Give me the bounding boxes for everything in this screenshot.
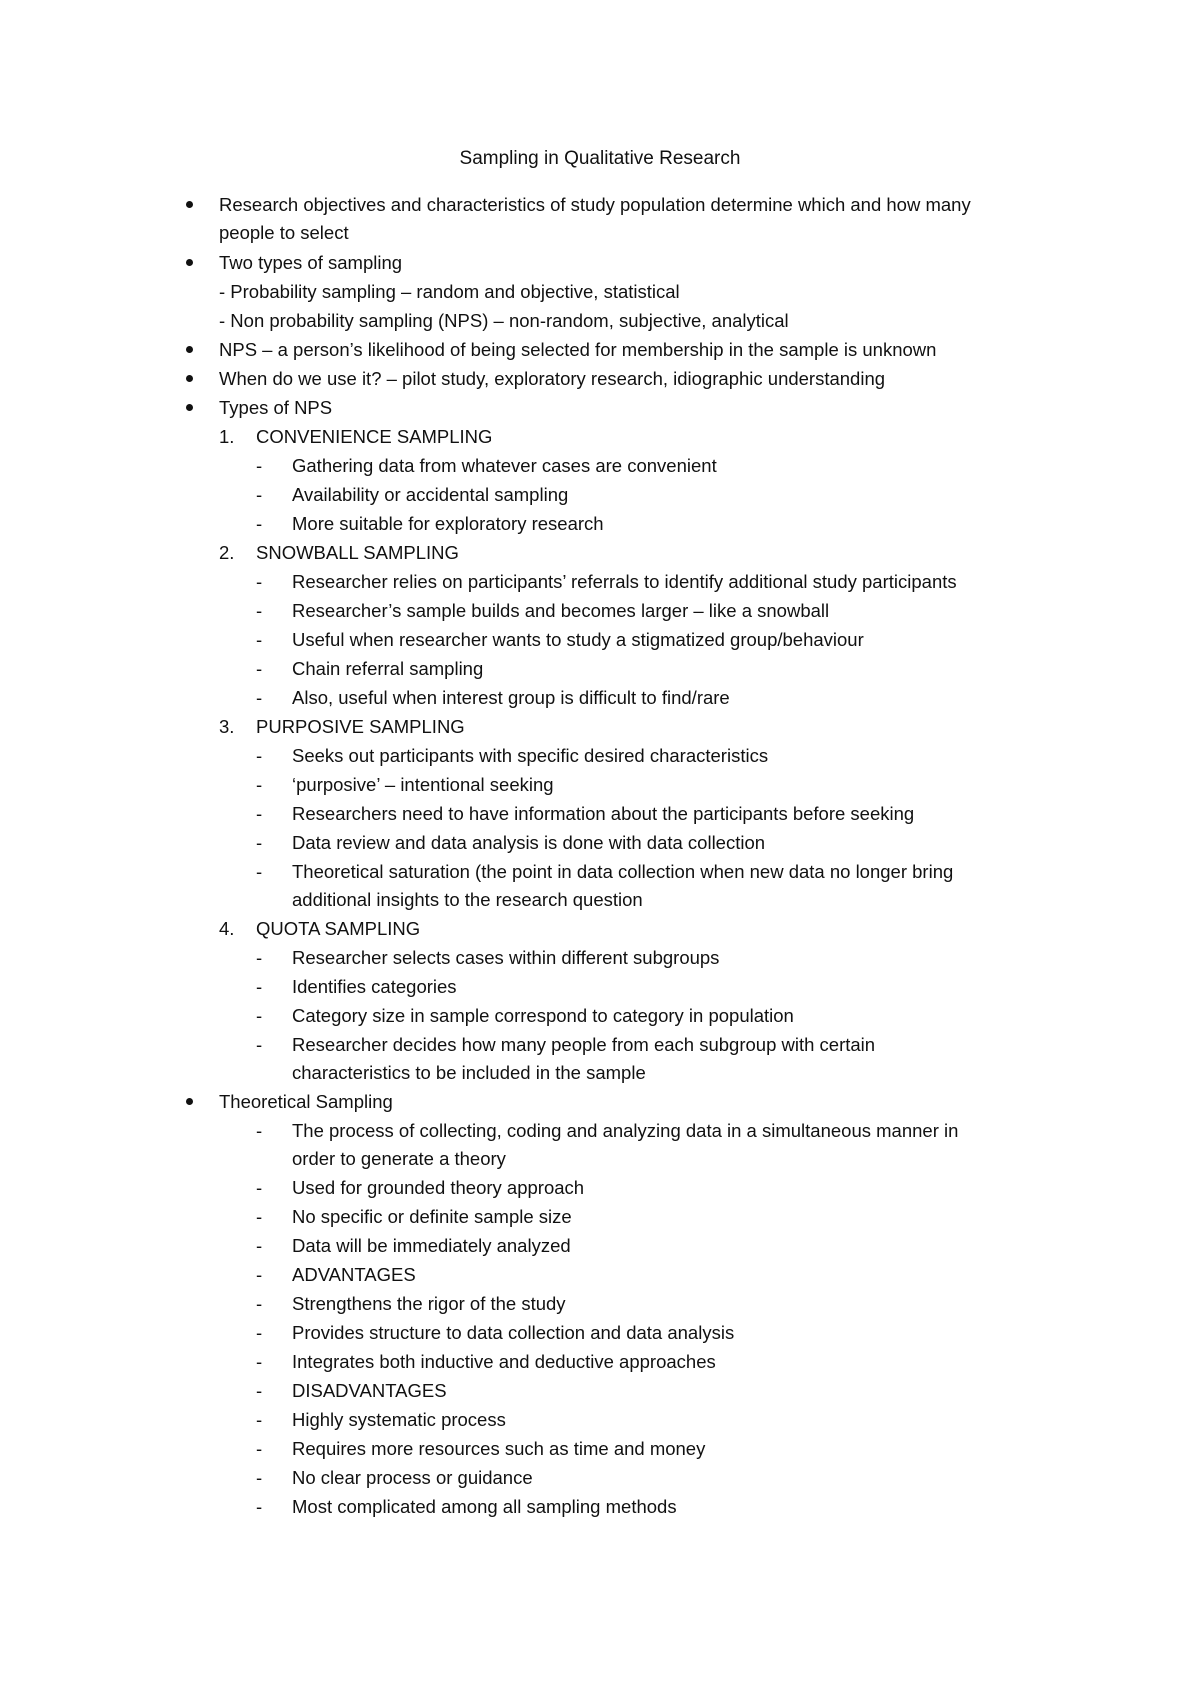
list-item-continuation: people to select xyxy=(219,222,349,243)
sub-item: Researcher selects cases within different subgroups xyxy=(292,947,720,968)
sub-item: ADVANTAGES xyxy=(292,1264,416,1285)
list-item: Theoretical Sampling xyxy=(219,1091,393,1112)
sub-item: Theoretical saturation (the point in data collection when new data no longer bring xyxy=(292,861,954,882)
type-heading: PURPOSIVE SAMPLING xyxy=(256,716,465,737)
bullet-icon xyxy=(186,259,193,266)
sub-item: Availability or accidental sampling xyxy=(292,484,569,505)
type-heading: SNOWBALL SAMPLING xyxy=(256,542,459,563)
sub-item: Researcher decides how many people from each subgroup with certain xyxy=(292,1034,876,1055)
dash-marker: - xyxy=(256,1206,263,1227)
dash-marker: - xyxy=(256,832,263,853)
dash-marker: - xyxy=(256,1467,263,1488)
sub-item: DISADVANTAGES xyxy=(292,1380,447,1401)
dash-marker: - xyxy=(256,658,263,679)
dash-marker: - xyxy=(256,745,263,766)
dash-marker: - xyxy=(256,513,263,534)
sub-item: - Probability sampling – random and objective, statistical xyxy=(219,281,680,302)
sub-item: Chain referral sampling xyxy=(292,658,484,679)
type-heading: QUOTA SAMPLING xyxy=(256,918,421,939)
sub-item: Integrates both inductive and deductive approaches xyxy=(292,1351,716,1372)
dash-marker: - xyxy=(256,1351,263,1372)
list-item: NPS – a person’s likelihood of being selected for membership in the sample is unknown xyxy=(219,339,937,360)
sub-item: Data review and data analysis is done with data collection xyxy=(292,832,766,853)
sub-item: Seeks out participants with specific desired characteristics xyxy=(292,745,769,766)
bullet-icon xyxy=(186,346,193,353)
sub-item: ‘purposive’ – intentional seeking xyxy=(292,774,554,795)
list-item: Two types of sampling xyxy=(219,252,403,273)
dash-marker: - xyxy=(256,774,263,795)
list-item: Research objectives and characteristics of study population determine which and how many xyxy=(219,194,971,215)
list-item: When do we use it? – pilot study, exploratory research, idiographic understanding xyxy=(219,368,886,389)
list-item: Types of NPS xyxy=(219,397,333,418)
dash-marker: - xyxy=(256,1264,263,1285)
dash-marker: - xyxy=(256,1409,263,1430)
sub-item: No specific or definite sample size xyxy=(292,1206,572,1227)
sub-item: Provides structure to data collection and data analysis xyxy=(292,1322,735,1343)
dash-marker: - xyxy=(256,455,263,476)
bullet-icon xyxy=(186,404,193,411)
sub-item: Useful when researcher wants to study a stigmatized group/behaviour xyxy=(292,629,864,650)
type-heading: CONVENIENCE SAMPLING xyxy=(256,426,493,447)
sub-item: Researcher relies on participants’ referrals to identify additional study participants xyxy=(292,571,957,592)
sub-item: Data will be immediately analyzed xyxy=(292,1235,571,1256)
dash-marker: - xyxy=(256,1235,263,1256)
dash-marker: - xyxy=(256,1380,263,1401)
dash-marker: - xyxy=(256,947,263,968)
sub-item: Requires more resources such as time and money xyxy=(292,1438,706,1459)
page-title: Sampling in Qualitative Research xyxy=(459,148,741,169)
list-number: 1. xyxy=(219,426,235,447)
dash-marker: - xyxy=(256,600,263,621)
dash-marker: - xyxy=(256,861,263,882)
sub-item-continuation: order to generate a theory xyxy=(292,1148,506,1169)
sub-item: Category size in sample correspond to category in population xyxy=(292,1005,794,1026)
sub-item: More suitable for exploratory research xyxy=(292,513,604,534)
bullet-icon xyxy=(186,375,193,382)
dash-marker: - xyxy=(256,1293,263,1314)
dash-marker: - xyxy=(256,1034,263,1055)
dash-marker: - xyxy=(256,1322,263,1343)
dash-marker: - xyxy=(256,1005,263,1026)
dash-marker: - xyxy=(256,1177,263,1198)
sub-item: Most complicated among all sampling methods xyxy=(292,1496,677,1517)
list-number: 4. xyxy=(219,918,235,939)
sub-item: No clear process or guidance xyxy=(292,1467,533,1488)
dash-marker: - xyxy=(256,976,263,997)
bullet-icon xyxy=(186,201,193,208)
sub-item: - Non probability sampling (NPS) – non-random, subjective, analytical xyxy=(219,310,789,331)
sub-item-continuation: characteristics to be included in the sample xyxy=(292,1062,646,1083)
dash-marker: - xyxy=(256,803,263,824)
sub-item: Strengthens the rigor of the study xyxy=(292,1293,566,1314)
list-number: 2. xyxy=(219,542,235,563)
sub-item: Used for grounded theory approach xyxy=(292,1177,585,1198)
sub-item: Identifies categories xyxy=(292,976,457,997)
sub-item: Also, useful when interest group is difficult to find/rare xyxy=(292,687,730,708)
dash-marker: - xyxy=(256,484,263,505)
sub-item: Researchers need to have information about the participants before seeking xyxy=(292,803,915,824)
dash-marker: - xyxy=(256,571,263,592)
sub-item: Gathering data from whatever cases are convenient xyxy=(292,455,717,476)
dash-marker: - xyxy=(256,1120,263,1141)
dash-marker: - xyxy=(256,687,263,708)
dash-marker: - xyxy=(256,1496,263,1517)
dash-marker: - xyxy=(256,629,263,650)
dash-marker: - xyxy=(256,1438,263,1459)
bullet-icon xyxy=(186,1098,193,1105)
sub-item: The process of collecting, coding and analyzing data in a simultaneous manner in xyxy=(292,1120,959,1141)
sub-item: Highly systematic process xyxy=(292,1409,506,1430)
sub-item: Researcher’s sample builds and becomes larger – like a snowball xyxy=(292,600,830,621)
sub-item-continuation: additional insights to the research question xyxy=(292,889,643,910)
list-number: 3. xyxy=(219,716,235,737)
